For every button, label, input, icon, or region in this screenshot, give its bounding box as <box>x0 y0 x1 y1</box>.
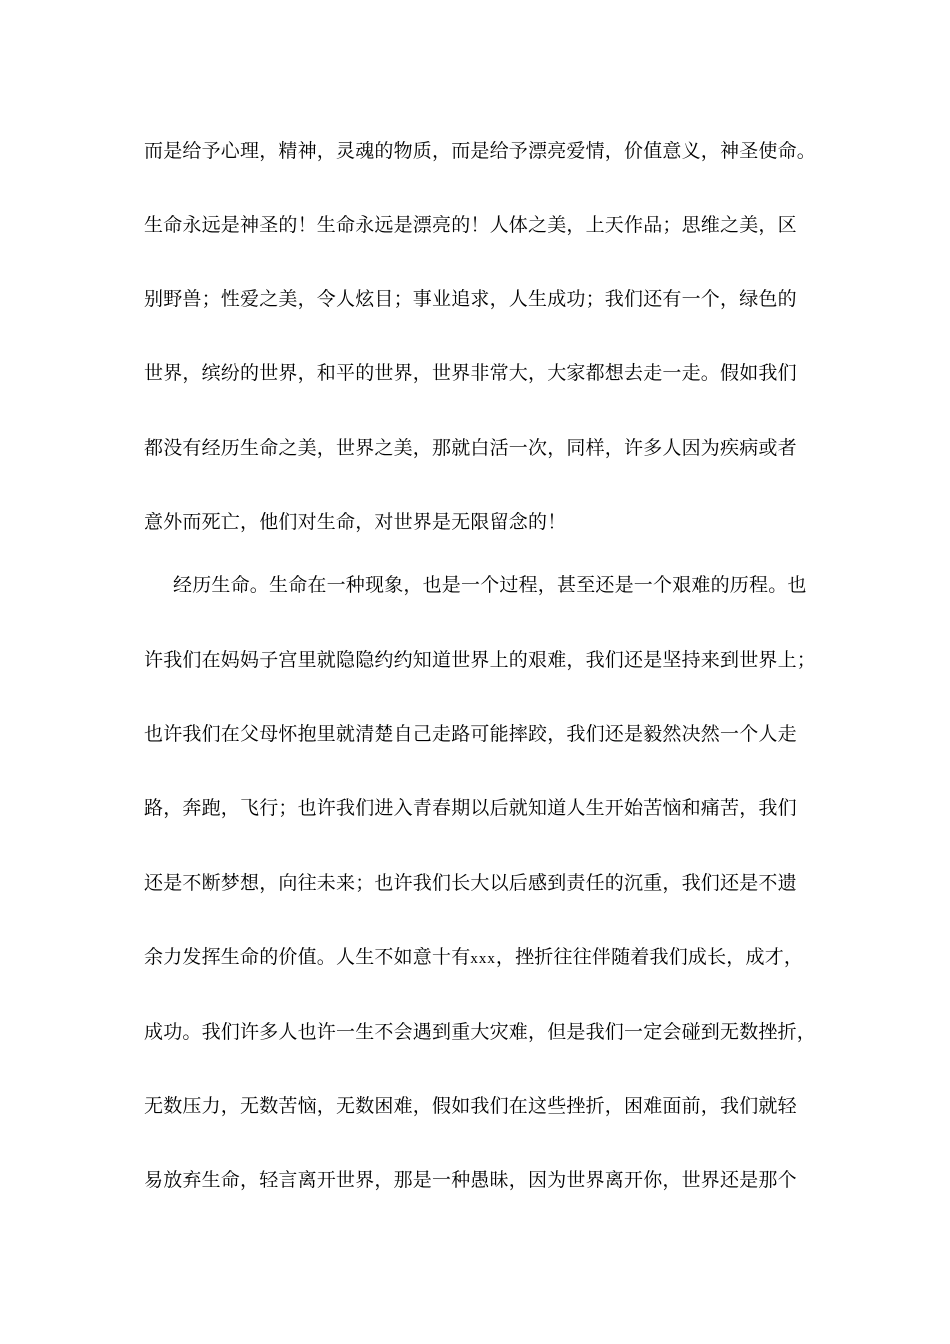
paragraph-1-line-4: 世界，缤纷的世界，和平的世界，世界非常大，大家都想去走一走。假如我们 <box>144 362 797 384</box>
paragraph-2-line-6-before: 余力发挥生命的价值。人生不如意十有 <box>144 946 471 968</box>
paragraph-2-line-3: 也许我们在父母怀抱里就清楚自己走路可能摔跤，我们还是毅然决然一个人走 <box>144 723 797 745</box>
paragraph-2-line-2: 许我们在妈妈子宫里就隐隐约约知道世界上的艰难，我们还是坚持来到世界上； <box>144 649 817 671</box>
paragraph-2-line-6-after: ，挫折往往伴随着我们成长，成才， <box>495 946 804 968</box>
paragraph-2-line-6 <box>144 945 803 971</box>
paragraph-1-line-5: 都没有经历生命之美，世界之美，那就白活一次，同样，许多人因为疾病或者 <box>144 437 797 459</box>
paragraph-2-line-7: 成功。我们许多人也许一生不会遇到重大灾难，但是我们一定会碰到无数挫折， <box>144 1021 817 1043</box>
paragraph-2-line-8: 无数压力，无数苦恼，无数困难，假如我们在这些挫折，困难面前，我们就轻 <box>144 1095 797 1117</box>
paragraph-1-line-1: 而是给予心理，精神，灵魂的物质，而是给予漂亮爱情，价值意义，神圣使命。 <box>144 140 817 162</box>
paragraph-2-line-1: 经历生命。生命在一种现象，也是一个过程，甚至还是一个艰难的历程。也 <box>173 574 807 596</box>
paragraph-2-line-9: 易放弃生命，轻言离开世界，那是一种愚昧，因为世界离开你，世界还是那个 <box>144 1169 797 1191</box>
paragraph-2-line-5: 还是不断梦想，向往未来；也许我们长大以后感到责任的沉重，我们还是不遗 <box>144 872 797 894</box>
paragraph-1-line-3: 别野兽；性爱之美，令人炫目；事业追求，人生成功；我们还有一个，绿色的 <box>144 288 797 310</box>
paragraph-1-line-6: 意外而死亡，他们对生命，对世界是无限留念的！ <box>144 511 567 533</box>
paragraph-1-line-2: 生命永远是神圣的！生命永远是漂亮的！人体之美，上天作品；思维之美，区 <box>144 214 797 236</box>
paragraph-2-line-6-latin: xxx <box>470 951 496 967</box>
paragraph-2-line-4: 路，奔跑，飞行；也许我们进入青春期以后就知道人生开始苦恼和痛苦，我们 <box>144 797 797 819</box>
